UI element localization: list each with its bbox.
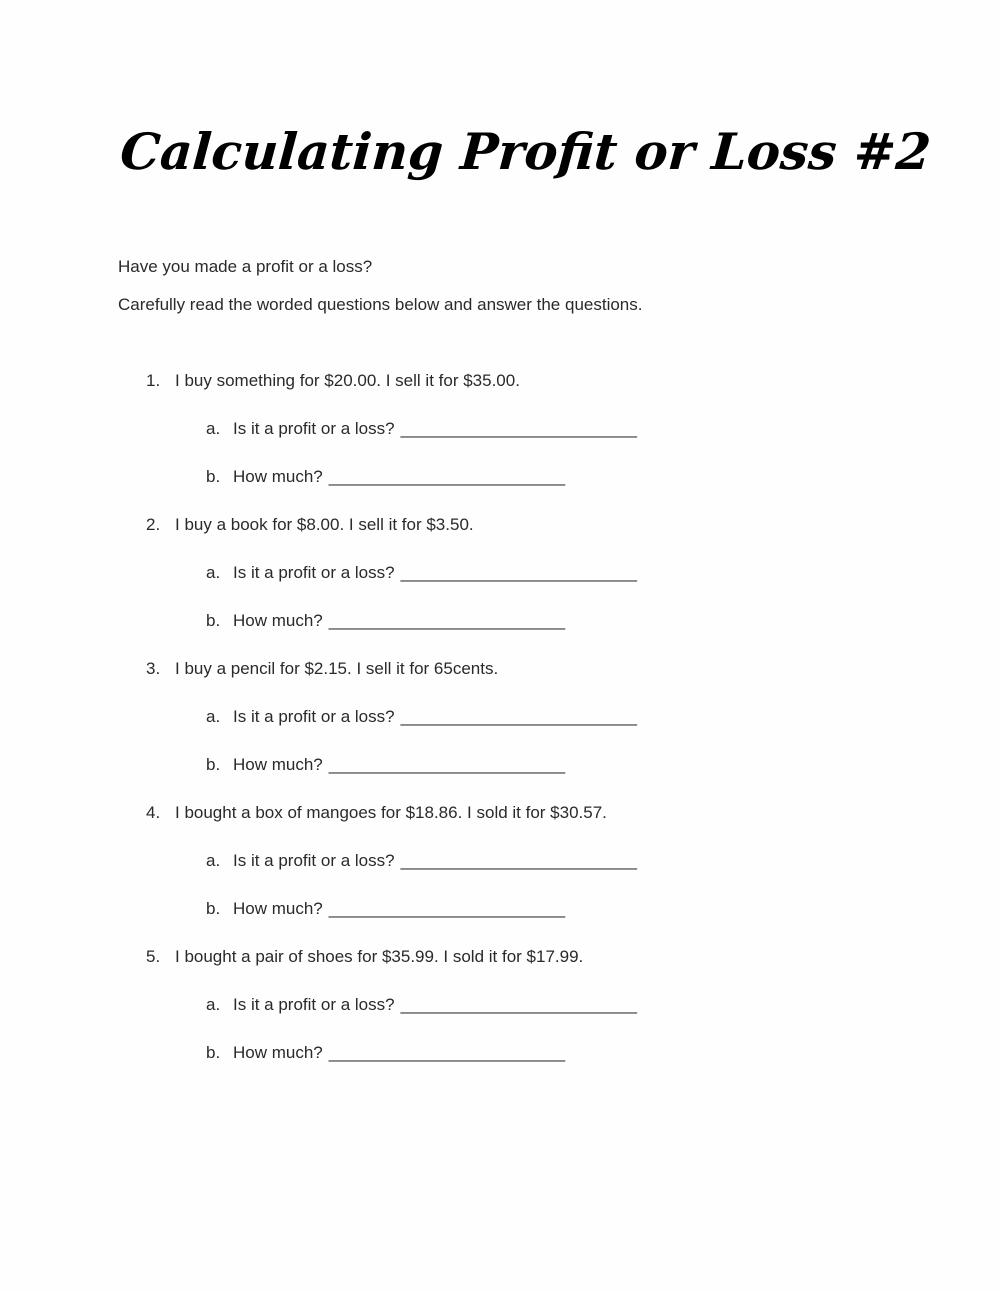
sub-question-a-row: [206, 994, 1000, 1016]
sub-question-a-row: [206, 562, 1000, 584]
sub-question-b-row: [206, 466, 1000, 488]
question-text: I bought a box of mangoes for $18.86. I sold it for $30.57.: [175, 803, 607, 822]
question-row: [146, 370, 1000, 392]
sub-question-a-label: a.: [206, 563, 221, 582]
sub-question-b-text: How much?: [233, 899, 323, 918]
answer-blank-a: _________________________: [400, 851, 637, 870]
question-item: [146, 946, 1000, 1064]
sub-question-a-text: Is it a profit or a loss?: [233, 995, 395, 1014]
answer-blank-b: _________________________: [328, 755, 566, 774]
answer-blank-b: _________________________: [328, 899, 566, 918]
question-list: [146, 370, 1000, 1064]
sub-question-a-row: [206, 850, 1000, 872]
question-number: 5.: [146, 947, 161, 966]
question-text: I bought a pair of shoes for $35.99. I sold it for $17.99.: [175, 947, 584, 966]
question-item: [146, 370, 1000, 488]
sub-question-b-row: [206, 898, 1000, 920]
question-row: [146, 946, 1000, 968]
question-number: 2.: [146, 515, 161, 534]
sub-question-b-text: How much?: [233, 467, 323, 486]
answer-blank-a: _________________________: [400, 707, 637, 726]
sub-question-a-row: [206, 418, 1000, 440]
answer-blank-a: _________________________: [400, 563, 637, 582]
sub-question-b-label: b.: [206, 755, 221, 774]
intro-text-2: Carefully read the worded questions below and answer the questions.: [118, 295, 643, 314]
question-row: [146, 802, 1000, 824]
sub-question-a-row: [206, 706, 1000, 728]
answer-blank-b: _________________________: [328, 1043, 566, 1062]
question-number: 1.: [146, 371, 161, 390]
question-number: 4.: [146, 803, 161, 822]
question-text: I buy a pencil for $2.15. I sell it for 65cents.: [175, 659, 499, 678]
sub-question-b-text: How much?: [233, 611, 323, 630]
sub-question-a-text: Is it a profit or a loss?: [233, 707, 395, 726]
sub-question-b-label: b.: [206, 899, 221, 918]
intro-text-1: Have you made a profit or a loss?: [118, 257, 373, 276]
worksheet-title: Calculating Profit or Loss #2: [118, 122, 933, 181]
sub-question-a-text: Is it a profit or a loss?: [233, 419, 395, 438]
question-text: I buy a book for $8.00. I sell it for $3.50.: [175, 515, 474, 534]
answer-blank-b: _________________________: [328, 611, 566, 630]
question-item: [146, 514, 1000, 632]
question-number: 3.: [146, 659, 161, 678]
sub-question-a-label: a.: [206, 995, 221, 1014]
sub-question-b-row: [206, 1042, 1000, 1064]
sub-question-b-label: b.: [206, 467, 221, 486]
answer-blank-b: _________________________: [328, 467, 566, 486]
question-text: I buy something for $20.00. I sell it for $35.00.: [175, 371, 520, 390]
sub-question-b-label: b.: [206, 611, 221, 630]
answer-blank-a: _________________________: [400, 419, 637, 438]
sub-question-a-text: Is it a profit or a loss?: [233, 851, 395, 870]
question-item: [146, 658, 1000, 776]
question-item: [146, 802, 1000, 920]
question-row: [146, 658, 1000, 680]
sub-question-a-label: a.: [206, 851, 221, 870]
sub-question-a-label: a.: [206, 707, 221, 726]
sub-question-b-text: How much?: [233, 755, 323, 774]
sub-question-b-row: [206, 610, 1000, 632]
sub-question-a-text: Is it a profit or a loss?: [233, 563, 395, 582]
sub-question-a-label: a.: [206, 419, 221, 438]
sub-question-b-text: How much?: [233, 1043, 323, 1062]
sub-question-b-row: [206, 754, 1000, 776]
question-row: [146, 514, 1000, 536]
sub-question-b-label: b.: [206, 1043, 221, 1062]
answer-blank-a: _________________________: [400, 995, 637, 1014]
